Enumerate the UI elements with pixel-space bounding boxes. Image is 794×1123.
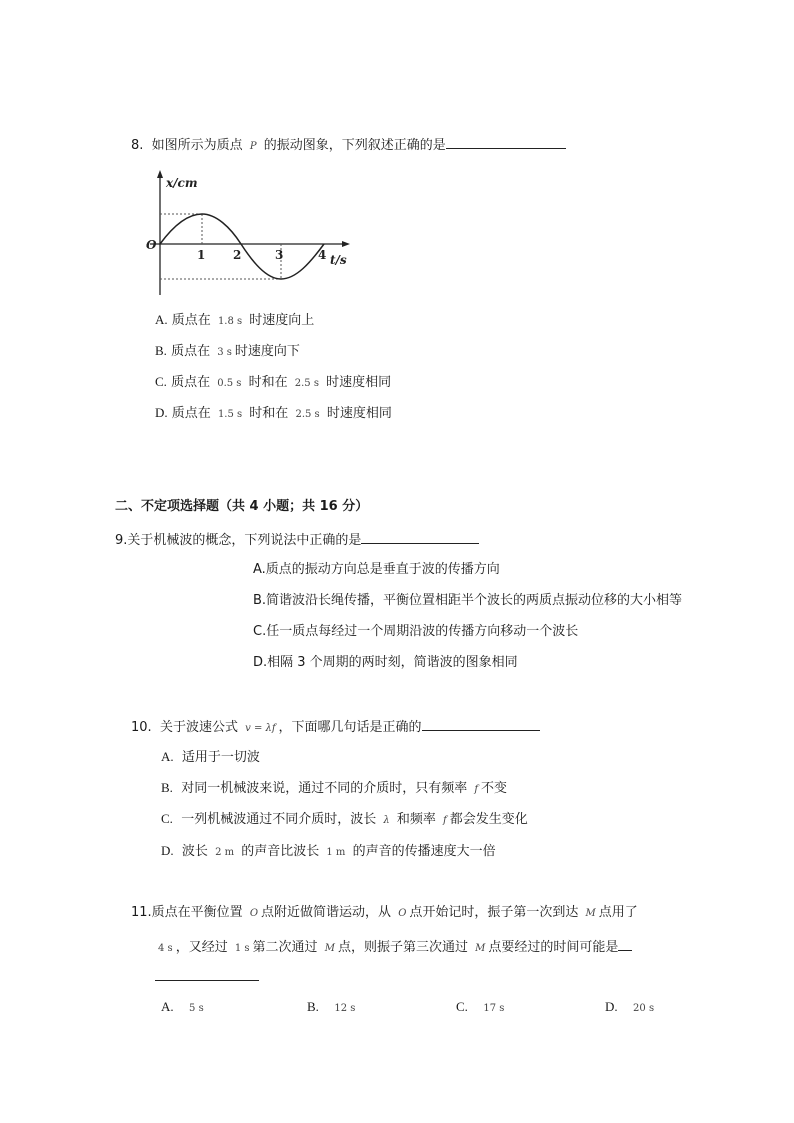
q8-option-a: A. 质点在 1.8 s 时速度向上 xyxy=(155,312,315,328)
q10-formula: v = λf xyxy=(245,723,276,734)
q11-option-d: D. 20 s xyxy=(605,999,655,1014)
q11-line2: 4 s ，又经过 1 s 第二次通过 M 点，则振子第三次通过 M 点要经过的时间可能是 xyxy=(155,936,632,958)
graph-tick-3: 3 xyxy=(275,248,284,262)
q11-answer-blank[interactable] xyxy=(155,966,259,987)
q8-var-p: P xyxy=(249,141,257,152)
q8-answer-blank[interactable] xyxy=(446,134,566,149)
q8-option-d: D. 质点在 1.5 s 时和在 2.5 s 时速度相同 xyxy=(155,405,392,421)
graph-ylabel: x/cm xyxy=(166,176,198,190)
q8-option-b: B. 质点在 3 s 时速度向下 xyxy=(155,343,300,359)
q10-option-d: D. 波长 2 m 的声音比波长 1 m 的声音的传播速度大一倍 xyxy=(161,843,496,859)
graph-xlabel: t/s xyxy=(330,253,347,267)
q11-option-a: A. 5 s xyxy=(161,999,204,1014)
q9-option-a: A.质点的振动方向总是垂直于波的传播方向 xyxy=(253,562,500,577)
q10-answer-blank[interactable] xyxy=(422,716,540,731)
q11-option-c: C. 17 s xyxy=(456,999,505,1014)
q9-stem: 9.关于机械波的概念，下列说法中正确的是 xyxy=(115,529,479,550)
q9-option-b: B.简谐波沿长绳传播，平衡位置相距半个波长的两质点振动位移的大小相等 xyxy=(253,593,683,608)
q10-option-a: A. 适用于一切波 xyxy=(161,749,260,765)
q9-option-c: C.任一质点每经过一个周期沿波的传播方向移动一个波长 xyxy=(253,624,579,639)
q10-stem: 10. 关于波速公式 v = λf ，下面哪几句话是正确的 xyxy=(131,716,540,738)
q11-line1: 11.质点在平衡位置 O 点附近做简谐运动，从 O 点开始记时，振子第一次到达 M 点用了 xyxy=(131,905,638,920)
q11-option-b: B. 12 s xyxy=(307,999,356,1014)
q10-option-c: C. 一列机械波通过不同介质时，波长 λ 和频率 f 都会发生变化 xyxy=(161,811,528,827)
graph-origin: O xyxy=(146,238,157,252)
q8-stem: 8. 如图所示为质点 P 的振动图象，下列叙述正确的是 xyxy=(131,134,566,156)
q10-option-b: B. 对同一机械波来说，通过不同的介质时，只有频率 f 不变 xyxy=(161,780,508,796)
q9-option-d: D.相隔 3 个周期的两时刻，简谐波的图象相同 xyxy=(253,655,518,670)
graph-tick-1: 1 xyxy=(197,248,206,262)
graph-tick-4: 4 xyxy=(318,248,327,262)
graph-tick-2: 2 xyxy=(233,248,242,262)
vibration-graph xyxy=(140,167,360,302)
q9-answer-blank[interactable] xyxy=(361,529,479,544)
section-title: 二、不定项选择题（共 4 小题；共 16 分） xyxy=(115,499,369,514)
q8-option-c: C. 质点在 0.5 s 时和在 2.5 s 时速度相同 xyxy=(155,374,392,390)
